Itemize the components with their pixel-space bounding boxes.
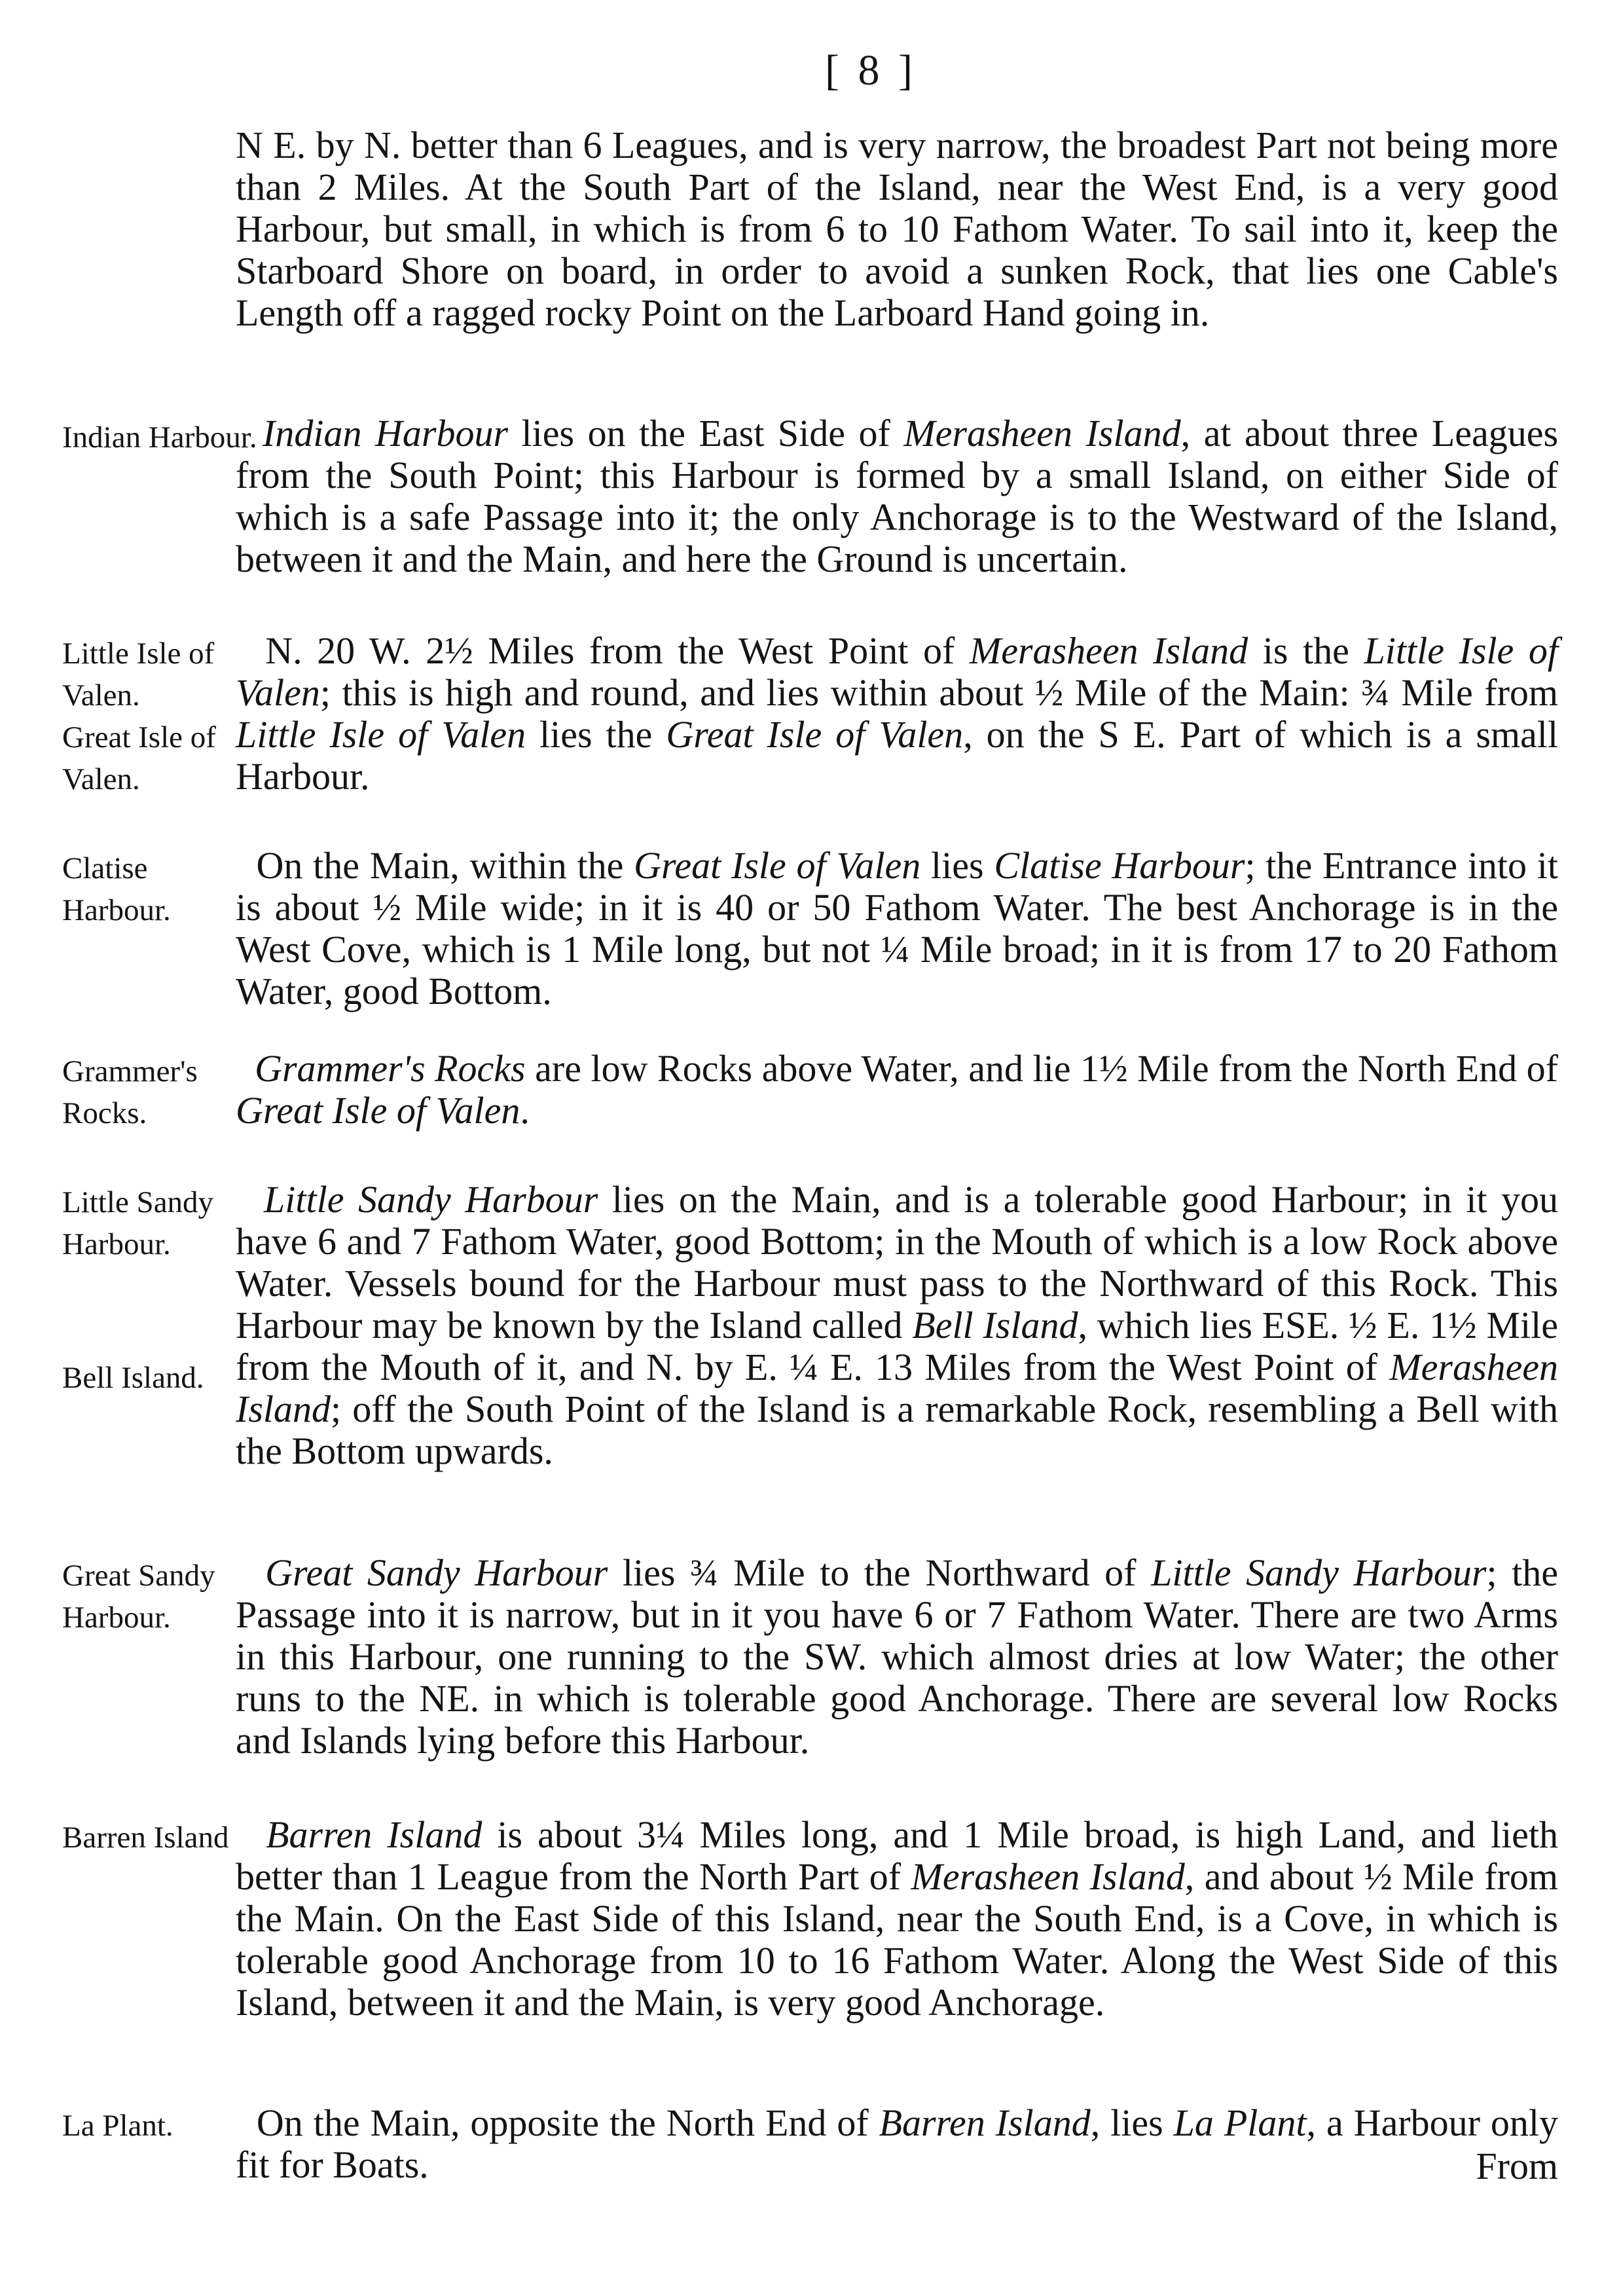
merasheen-island-name: Merasheen Island — [911, 1855, 1185, 1898]
la-plant-name: La Plant — [1173, 2102, 1307, 2144]
margin-note-clatise-harbour: Clatise Harbour. — [62, 851, 171, 927]
little-sandy-harbour-paragraph: Little Sandy Harbour lies on the Main, and is a tolerable good Harbour; in it you have 6 and 7 Fathom Water, good Bottom; in the Mouth of which is a low Rock above Water. Vessels bound for the Harbour must pass to the Northward of this Rock. This Harbour may be known by the Island called Bell Island, which lies ESE. ½ E. 1½ Mile from the Mouth of it, and N. by E. ¼ E. 13 Miles from the West Point of Merasheen Island; off the South Point of the Island is a remarkable Rock, resembling a Bell with the Bottom upwards. — [236, 1178, 1559, 1472]
margin-note-indian-harbour: Indian Harbour. — [62, 420, 257, 454]
merasheen-island-name: Merasheen Island — [236, 1346, 1558, 1430]
clatise-harbour-name: Clatise Harbour — [994, 844, 1245, 887]
great-sandy-harbour-paragraph: Great Sandy Harbour lies ¾ Mile to the Northward of Little Sandy Harbour; the Passage into it is narrow, but in it you have 6 or 7 Fathom Water. There are two Arms in this Harbour, one running to the SW. which almost dries at low Water; the other runs to the NE. in which is tolerable good Anchorage. There are several low Rocks and Islands lying before this Harbour. — [236, 1551, 1559, 1762]
clatise-harbour-paragraph: On the Main, within the Great Isle of Valen lies Clatise Harbour; the Entrance into it is about ½ Mile wide; in it is 40 or 50 Fathom Water. The best Anchorage is in the West Cove, which is 1 Mile long, but not ¼ Mile broad; in it is from 17 to 20 Fathom Water, good Bottom. — [236, 844, 1559, 1012]
little-sandy-harbour-name: Little Sandy Harbour — [1151, 1551, 1487, 1594]
intro-paragraph: N E. by N. better than 6 Leagues, and is very narrow, the broadest Part not being more than 2 Miles. At the South Part of the Island, near the West End, is a very good Harbour, but small, in which is from 6 to 10 Fathom Water. To sail into it, keep the Starboard Shore on board, in order to avoid a sunken Rock, that lies one Cable's Length off a ragged rocky Point on the Larboard Hand going in. — [236, 124, 1558, 334]
barren-island-paragraph: Barren Island is about 3¼ Miles long, and 1 Mile broad, is high Land, and lieth better than 1 League from the North Part of Merasheen Island, and about ½ Mile from the Main. On the East Side of this Island, near the South End, is a Cove, in which is tolerable good Anchorage from 10 to 16 Fathom Water. Along the West Side of this Island, between it and the Main, is very good Anchorage. — [236, 1813, 1559, 2024]
little-isle-of-valen-name: Little Isle of Valen — [236, 713, 526, 756]
isles-of-valen-paragraph: N. 20 W. 2½ Miles from the West Point of Merasheen Island is the Little Isle of Valen; this is high and round, and lies within about ½ Mile of the Main: ¾ Mile from Little Isle of Valen lies the Great Isle of Valen, on the S E. Part of which is a small Harbour. — [236, 629, 1558, 798]
margin-note-la-plant: La Plant. — [62, 2109, 173, 2143]
indian-harbour-paragraph: Indian Harbour lies on the East Side of Merasheen Island, at about three Leagues from the South Point; this Harbour is formed by a small Island, on either Side of which is a safe Passage into it; the only Anchorage is to the Westward of the Island, between it and the Main, and here the Ground is uncertain. — [236, 412, 1559, 580]
great-isle-of-valen-name: Great Isle of Valen — [666, 713, 964, 756]
catchword: From — [1476, 2145, 1558, 2187]
margin-note-little-sandy-harbour: Little Sandy Harbour. — [62, 1185, 214, 1261]
merasheen-island-name: Merasheen Island — [969, 629, 1248, 672]
margin-note-barren-island: Barren Island — [62, 1821, 229, 1855]
grammers-rocks-name: Grammer's Rocks — [255, 1047, 526, 1090]
margin-note-bell-island: Bell Island. — [62, 1361, 204, 1395]
indian-harbour-name: Indian Harbour — [263, 412, 509, 454]
barren-island-name: Barren Island — [266, 1813, 483, 1856]
little-isle-of-valen-name: Little Isle of Valen — [236, 629, 1558, 714]
barren-island-name: Barren Island — [879, 2102, 1091, 2144]
grammers-rocks-paragraph: Grammer's Rocks are low Rocks above Water, and lie 1½ Mile from the North End of Great Isle of Valen. — [236, 1047, 1558, 1132]
bell-island-name: Bell Island — [912, 1304, 1078, 1346]
merasheen-island-name: Merasheen Island — [903, 412, 1181, 454]
margin-note-great-isle-of-valen: Great Isle of Valen. — [62, 720, 216, 796]
margin-note-grammers-rocks: Grammer's Rocks. — [62, 1054, 198, 1130]
great-isle-of-valen-name: Great Isle of Valen — [634, 844, 921, 887]
margin-note-little-isle-of-valen: Little Isle of Valen. — [62, 637, 215, 713]
la-plant-paragraph: On the Main, opposite the North End of Barren Island, lies La Plant, a Harbour only fit for Boats. — [236, 2102, 1559, 2186]
great-sandy-harbour-name: Great Sandy Harbour — [265, 1551, 608, 1594]
great-isle-of-valen-name: Great Isle of Valen — [236, 1089, 520, 1132]
page-number: [ 8 ] — [825, 46, 917, 94]
margin-note-great-sandy-harbour: Great Sandy Harbour. — [62, 1559, 215, 1635]
little-sandy-harbour-name: Little Sandy Harbour — [264, 1178, 598, 1221]
